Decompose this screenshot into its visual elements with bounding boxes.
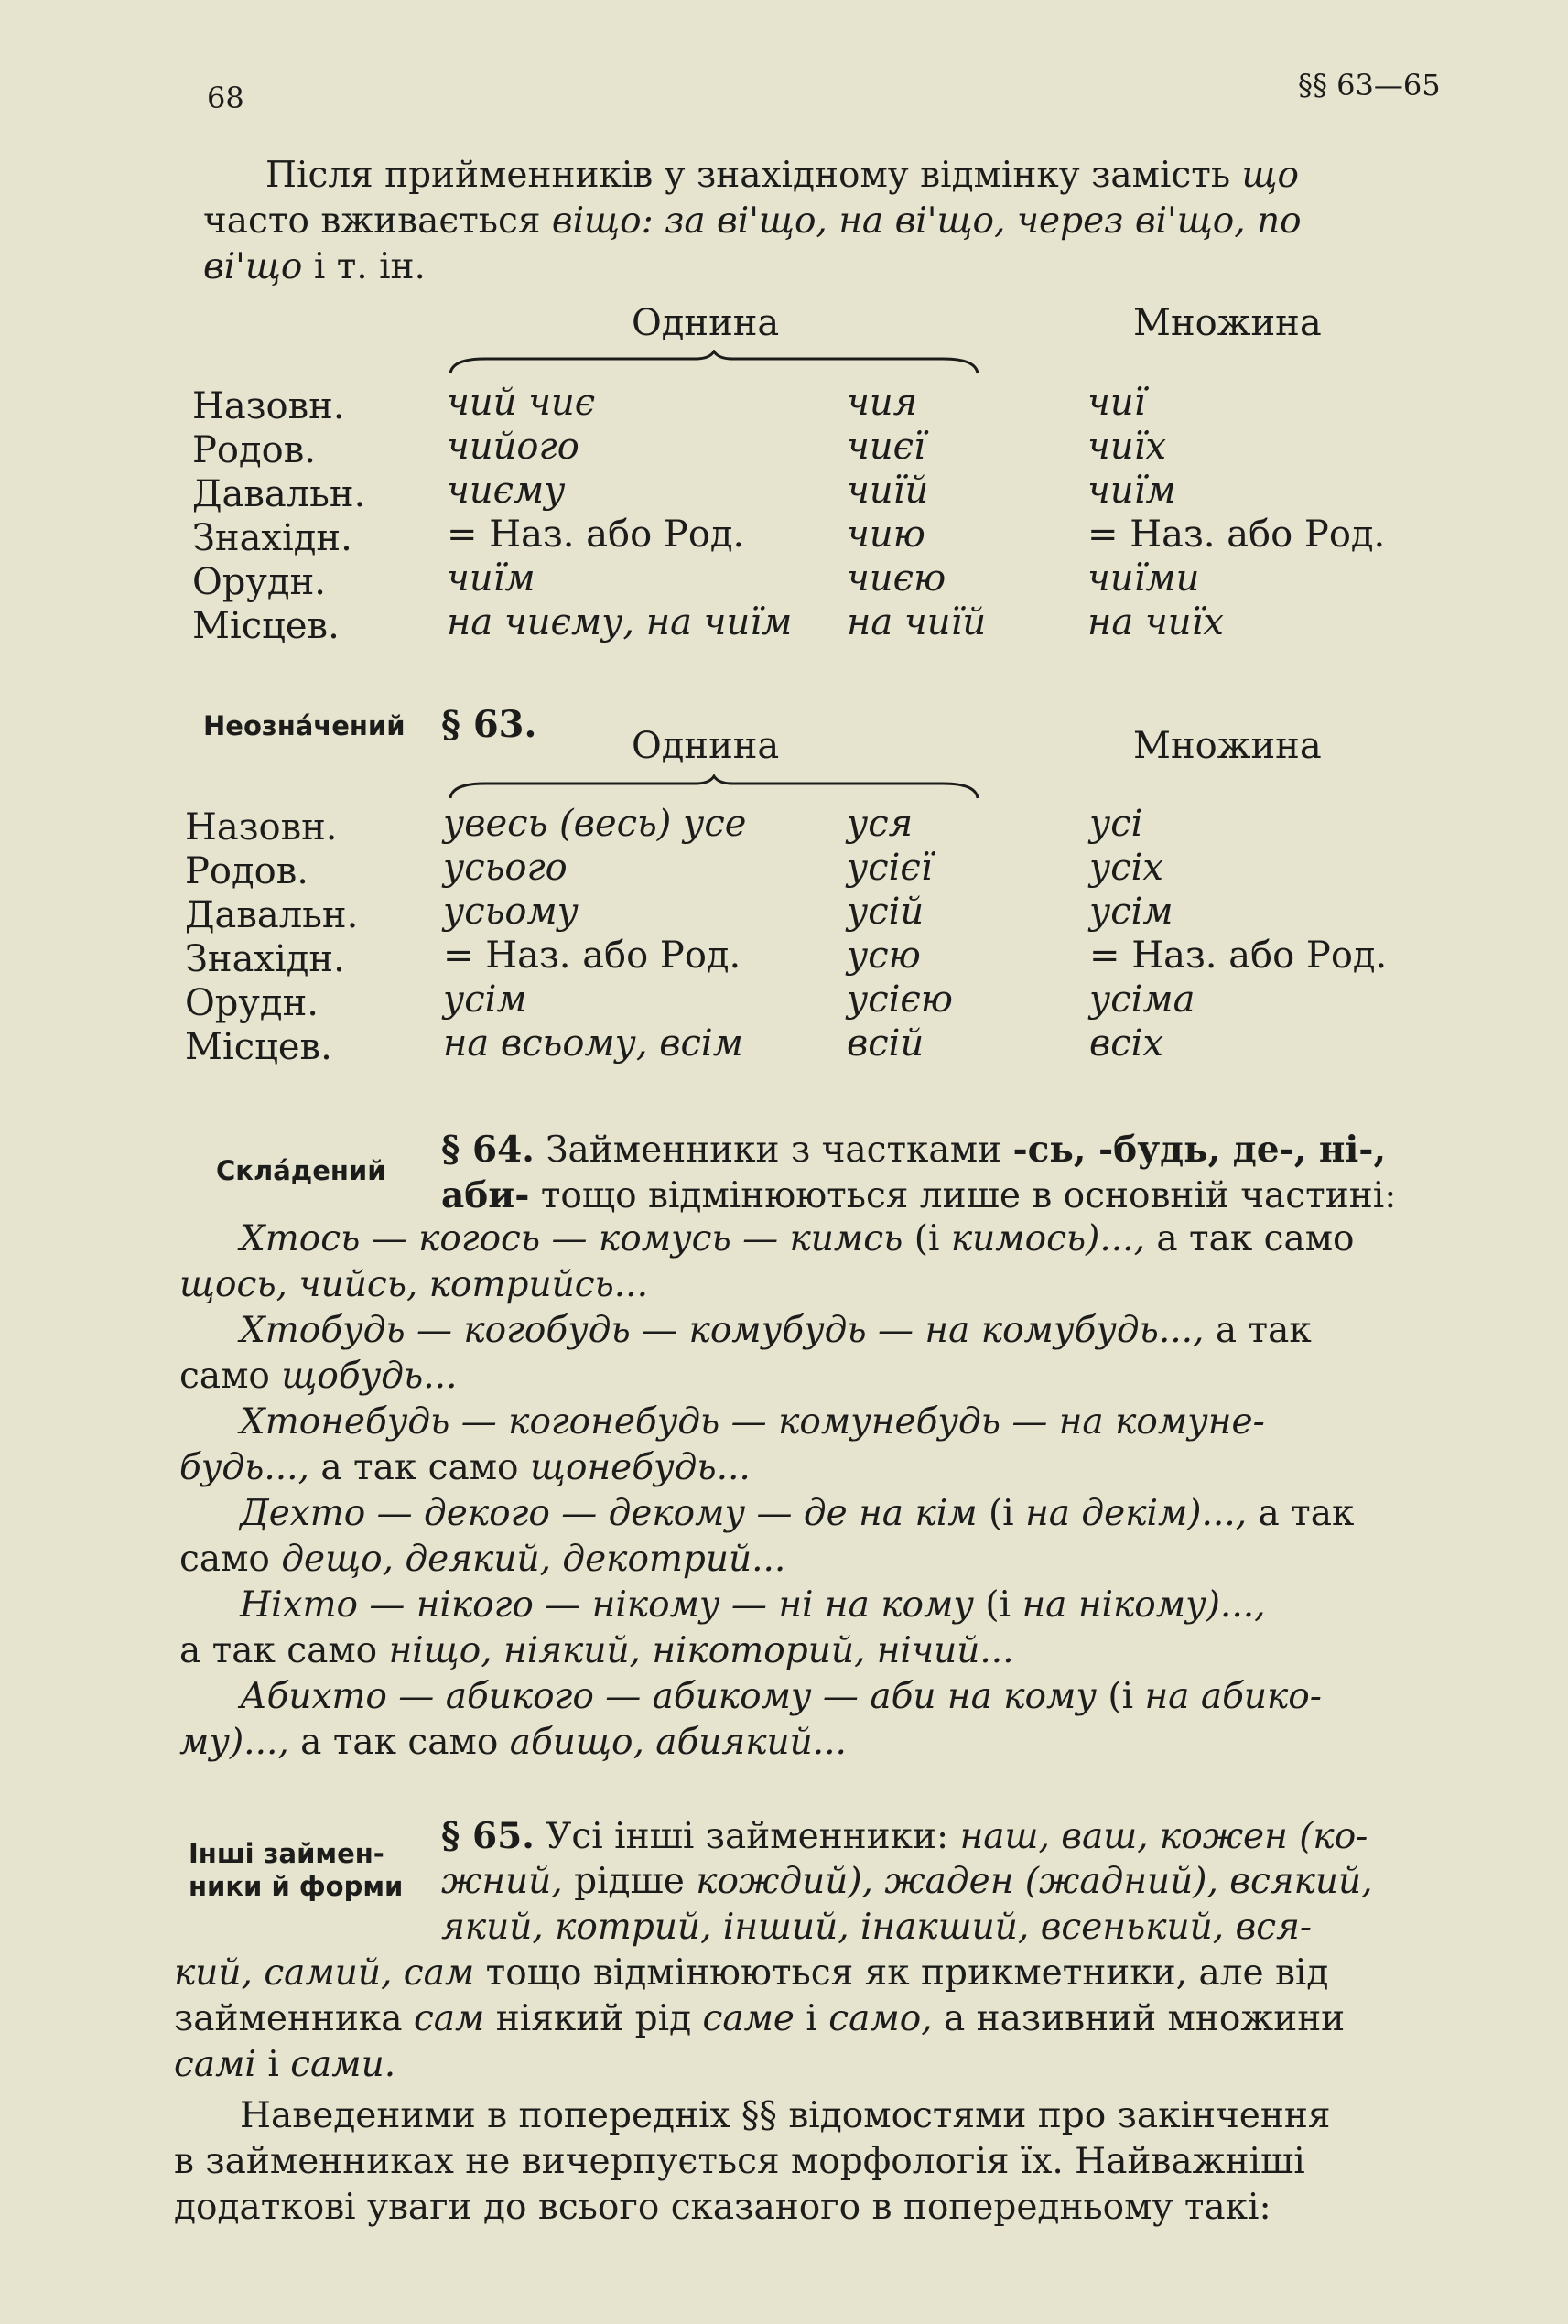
form-masc-neut: усьому (443, 891, 579, 933)
example-khtobud: Хтобудь — когобудь — комубудь — на комубудь..., а так (240, 1310, 1312, 1351)
case-label: Місцев. (192, 605, 340, 647)
form-fem: всій (847, 1022, 925, 1065)
singular-brace (449, 774, 979, 802)
intro-line-2: часто вживається віщо: за ві'що, на ві'що, через ві'що, по (203, 200, 1302, 242)
form-masc-neut: усього (443, 847, 568, 889)
form-masc-neut: чиїм (447, 557, 535, 600)
case-label: Родов. (185, 850, 308, 892)
case-label: Назовн. (192, 385, 345, 427)
s64-line-1: § 64. Займенники з частками -сь, -будь, де-, ні-, (441, 1129, 1387, 1171)
form-plural: чиїх (1087, 426, 1166, 468)
form-masc-neut: чийого (447, 426, 579, 468)
intro-line-3: ві'що і т. ін. (203, 246, 426, 287)
form-fem: чиєї (847, 426, 925, 468)
example-hkhtos-cont: щось, чийсь, котрийсь... (179, 1264, 648, 1305)
example-khtonebud-cont: будь..., а так само щонебудь... (179, 1447, 751, 1488)
case-label: Місцев. (185, 1026, 332, 1068)
form-plural: чиїми (1087, 557, 1200, 600)
form-fem: чию (847, 513, 925, 556)
case-label: Орудн. (185, 982, 319, 1024)
s65-line-3: який, котрий, інший, інакший, всенький, вся- (441, 1907, 1313, 1948)
example-abykhto: Абихто — абикого — абикому — аби на кому (і на абико- (240, 1676, 1322, 1717)
plural-header: Множина (1133, 302, 1322, 344)
page-number: 68 (207, 81, 244, 115)
s64-line-2: аби- тощо відмінюються лише в основній частині: (441, 1174, 1397, 1216)
form-fem: на чиїй (847, 601, 987, 643)
form-fem: чия (847, 382, 918, 424)
intro-line-1: Після прийменників у знахідному відмінку замість що (265, 155, 1300, 196)
section-number: § 63. (441, 703, 537, 746)
plural-header: Множина (1133, 725, 1322, 767)
side-heading: Скла́дений (216, 1155, 386, 1186)
form-fem: чиєю (847, 557, 946, 600)
s65-line-6: самі і сами. (174, 2044, 396, 2085)
example-dekhto: Дехто — декого — декому — де на кім (і на декім)..., а так (240, 1493, 1355, 1534)
form-fem: чиїй (847, 470, 929, 512)
case-label: Знахідн. (192, 517, 352, 559)
form-fem: усій (847, 891, 925, 933)
example-nikhto: Ніхто — нікого — нікому — ні на кому (і на нікому)..., (240, 1584, 1266, 1626)
closing-line-3: додаткові уваги до всього сказаного в попередньому такі: (174, 2187, 1271, 2228)
singular-header: Однина (632, 725, 780, 767)
form-plural: = Наз. або Род. (1089, 935, 1388, 977)
singular-header: Однина (632, 302, 780, 344)
section-reference: §§ 63—65 (1298, 68, 1441, 103)
form-plural: усі (1089, 803, 1143, 845)
case-label: Орудн. (192, 561, 326, 603)
form-fem: усієї (847, 847, 933, 889)
s65-line-5: займенника сам ніякий рід саме і само, а називний множини (174, 1998, 1346, 2039)
form-plural: чиїм (1087, 470, 1176, 512)
form-plural: усіх (1089, 847, 1163, 889)
case-label: Давальн. (192, 473, 366, 515)
form-masc-neut: чий чиє (447, 382, 596, 424)
form-masc-neut: на всьому, всім (443, 1022, 743, 1065)
closing-line-1: Наведеними в попередніх §§ відомостями про закінчення (240, 2095, 1331, 2136)
form-plural: на чиїх (1087, 601, 1224, 643)
s65-line-1: § 65. Усі інші займенники: наш, ваш, кожен (ко- (441, 1815, 1368, 1857)
form-masc-neut: увесь (весь) усе (443, 803, 747, 845)
example-hkhtos: Хтось — когось — комусь — кимсь (і кимось)..., а так само (240, 1218, 1355, 1259)
singular-brace (449, 350, 979, 377)
example-abykhto-cont: му)..., а так само абищо, абиякий... (179, 1722, 847, 1763)
form-plural: усіма (1089, 978, 1195, 1021)
example-khtonebud: Хтонебудь — когонебудь — комунебудь — на комуне- (240, 1401, 1265, 1443)
form-plural: всіх (1089, 1022, 1164, 1065)
form-fem: уся (847, 803, 914, 845)
example-dekhto-cont: само дещо, деякий, декотрий... (179, 1539, 786, 1580)
case-label: Давальн. (185, 894, 359, 936)
form-masc-neut: на чиєму, на чиїм (447, 601, 793, 643)
case-label: Назовн. (185, 806, 338, 849)
form-fem: усю (847, 935, 921, 977)
case-label: Знахідн. (185, 938, 345, 980)
form-masc-neut: усім (443, 978, 527, 1021)
side-heading-line-2: ники й форми (189, 1871, 404, 1902)
example-nikhto-cont: а так само ніщо, ніякий, нікоторий, нічий... (179, 1630, 1014, 1671)
s65-line-2: жний, рідше кождий), жаден (жадний), всякий, (441, 1861, 1373, 1902)
form-plural: = Наз. або Род. (1087, 513, 1386, 556)
form-masc-neut: = Наз. або Род. (447, 513, 745, 556)
closing-line-2: в займенниках не вичерпується морфологія їх. Найважніші (174, 2141, 1305, 2182)
form-masc-neut: = Наз. або Род. (443, 935, 741, 977)
case-label: Родов. (192, 429, 316, 471)
form-masc-neut: чиєму (447, 470, 566, 512)
side-heading: Неозна́чений (203, 710, 406, 741)
form-fem: усією (847, 978, 954, 1021)
side-heading-line-1: Інші займен- (189, 1838, 384, 1869)
form-plural: чиї (1087, 382, 1146, 424)
example-khtobud-cont: само щобудь... (179, 1356, 458, 1397)
form-plural: усім (1089, 891, 1173, 933)
s65-line-4: кий, самий, сам тощо відмінюються як прикметники, але від (174, 1952, 1329, 1994)
